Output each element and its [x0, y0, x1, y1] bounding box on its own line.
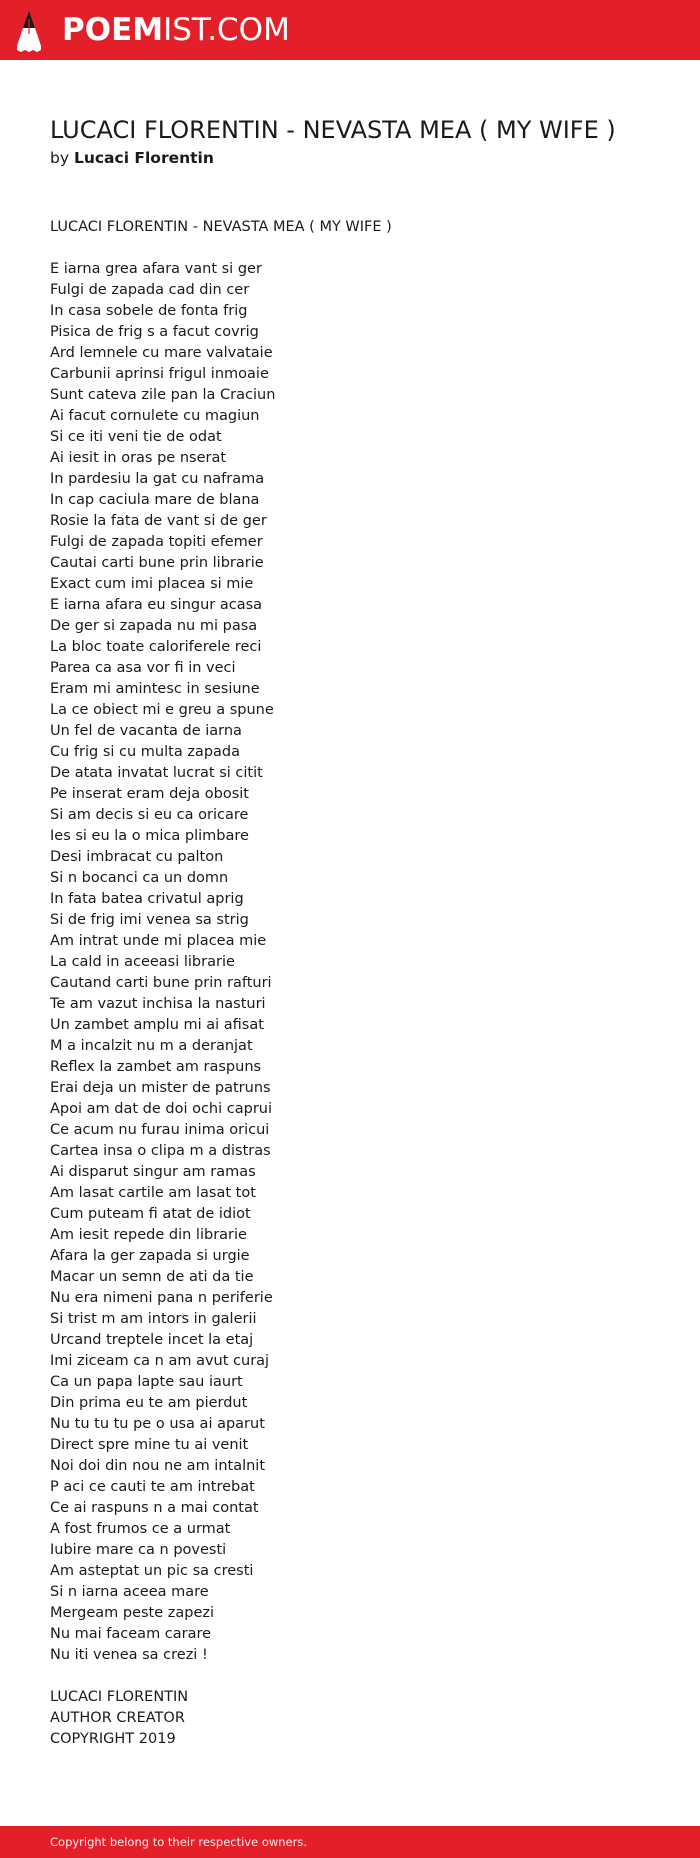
poem-line: Am intrat unde mi placea mie	[50, 933, 267, 949]
logo-text-strong: POEM	[62, 12, 164, 48]
poem-line: In cap caciula mare de blana	[50, 492, 260, 508]
poem-line: Nu tu tu tu pe o usa ai aparut	[50, 1416, 265, 1432]
poem-line: Mergeam peste zapezi	[50, 1605, 215, 1621]
poem-line: Din prima eu te am pierdut	[50, 1395, 248, 1411]
poem-line: Si n bocanci ca un domn	[50, 870, 229, 886]
poem-line: Ies si eu la o mica plimbare	[50, 828, 249, 844]
stanza-gap	[50, 238, 650, 259]
poem-line: Nu mai faceam carare	[50, 1626, 212, 1642]
poem-line: La bloc toate caloriferele reci	[50, 639, 262, 655]
pen-nib-icon[interactable]	[16, 9, 42, 53]
poem-line: Nu era nimeni pana n periferie	[50, 1290, 273, 1306]
poem-line: Ai iesit in oras pe nserat	[50, 450, 227, 466]
poem-line: Parea ca asa vor fi in veci	[50, 660, 236, 676]
logo-text-light: IST.COM	[163, 12, 290, 48]
poem-line: Am asteptat un pic sa cresti	[50, 1563, 254, 1579]
poem-line: Exact cum imi placea si mie	[50, 576, 254, 592]
poem-line: E iarna afara eu singur acasa	[50, 597, 263, 613]
poem-line: P aci ce cauti te am intrebat	[50, 1479, 255, 1495]
signature-line: AUTHOR CREATOR	[50, 1710, 185, 1726]
poem-line: Afara la ger zapada si urgie	[50, 1248, 250, 1264]
poem-line: Direct spre mine tu ai venit	[50, 1437, 249, 1453]
poem-line: Si ce iti veni tie de odat	[50, 429, 222, 445]
poem-signature	[50, 1687, 650, 1750]
poem-line: Noi doi din nou ne am intalnit	[50, 1458, 266, 1474]
poem-line: Sunt cateva zile pan la Craciun	[50, 387, 276, 403]
poem-line: Nu iti venea sa crezi !	[50, 1647, 208, 1663]
poem-lines	[50, 259, 650, 1666]
poem-line: A fost frumos ce a urmat	[50, 1521, 231, 1537]
poem-line: Macar un semn de ati da tie	[50, 1269, 254, 1285]
poem-line: Am iesit repede din librarie	[50, 1227, 247, 1243]
poem-line: Ce ai raspuns n a mai contat	[50, 1500, 259, 1516]
poem-body	[50, 217, 650, 1750]
poem-line: Cautai carti bune prin librarie	[50, 555, 264, 571]
poem-heading: LUCACI FLORENTIN - NEVASTA MEA ( MY WIFE )	[50, 219, 392, 235]
poem-line: La cald in aceeasi librarie	[50, 954, 235, 970]
poem-line: Ce acum nu furau inima oricui	[50, 1122, 270, 1138]
poem-line: Un fel de vacanta de iarna	[50, 723, 242, 739]
poem-line: Urcand treptele incet la etaj	[50, 1332, 254, 1348]
poem-line: In casa sobele de fonta frig	[50, 303, 248, 319]
poem-line: Imi ziceam ca n am avut curaj	[50, 1353, 270, 1369]
poem-line: Fulgi de zapada topiti efemer	[50, 534, 263, 550]
site-footer	[0, 1826, 700, 1858]
poem-line: Ca un papa lapte sau iaurt	[50, 1374, 243, 1390]
poem-line: Rosie la fata de vant si de ger	[50, 513, 267, 529]
poem-line: Cartea insa o clipa m a distras	[50, 1143, 271, 1159]
poem-line: Pisica de frig s a facut covrig	[50, 324, 259, 340]
page-title: LUCACI FLORENTIN - NEVASTA MEA ( MY WIFE )	[50, 116, 616, 144]
poem-line: De atata invatat lucrat si citit	[50, 765, 263, 781]
byline	[50, 147, 650, 169]
poem-line: Am lasat cartile am lasat tot	[50, 1185, 256, 1201]
poem-line: Desi imbracat cu palton	[50, 849, 224, 865]
poem-line: Si de frig imi venea sa strig	[50, 912, 249, 928]
article-content	[50, 113, 650, 1750]
poem-line: Si n iarna aceea mare	[50, 1584, 209, 1600]
poem-line: Cu frig si cu multa zapada	[50, 744, 240, 760]
by-label: by	[50, 149, 70, 167]
poem-line: Carbunii aprinsi frigul inmoaie	[50, 366, 269, 382]
poem-line: Si am decis si eu ca oricare	[50, 807, 249, 823]
stanza-gap	[50, 1666, 650, 1687]
poem-line: Si trist m am intors in galerii	[50, 1311, 257, 1327]
poem-line: De ger si zapada nu mi pasa	[50, 618, 258, 634]
poem-line: Eram mi amintesc in sesiune	[50, 681, 260, 697]
poem-line: Apoi am dat de doi ochi caprui	[50, 1101, 272, 1117]
poem-line: In pardesiu la gat cu naframa	[50, 471, 265, 487]
site-logo[interactable]	[62, 10, 290, 50]
poem-line: Cautand carti bune prin rafturi	[50, 975, 272, 991]
poem-line: Te am vazut inchisa la nasturi	[50, 996, 266, 1012]
poem-line: E iarna grea afara vant si ger	[50, 261, 262, 277]
poem-line: M a incalzit nu m a deranjat	[50, 1038, 253, 1054]
poem-line: Pe inserat eram deja obosit	[50, 786, 249, 802]
poem-line: La ce obiect mi e greu a spune	[50, 702, 274, 718]
poem-line: Erai deja un mister de patruns	[50, 1080, 271, 1096]
poem-line: Cum puteam fi atat de idiot	[50, 1206, 251, 1222]
poem-line: Iubire mare ca n povesti	[50, 1542, 227, 1558]
poem-line: Reflex la zambet am raspuns	[50, 1059, 262, 1075]
signature-line: LUCACI FLORENTIN	[50, 1689, 189, 1705]
author-name: Lucaci Florentin	[73, 149, 214, 167]
poem-line: Un zambet amplu mi ai afisat	[50, 1017, 264, 1033]
copyright-text: Copyright belong to their respective owners.	[50, 1835, 308, 1849]
poem-line: Ai facut cornulete cu magiun	[50, 408, 260, 424]
poem-line: Ard lemnele cu mare valvataie	[50, 345, 273, 361]
poem-line: Ai disparut singur am ramas	[50, 1164, 256, 1180]
poem-line: In fata batea crivatul aprig	[50, 891, 244, 907]
signature-line: COPYRIGHT 2019	[50, 1731, 176, 1747]
poem-line: Fulgi de zapada cad din cer	[50, 282, 250, 298]
site-header	[0, 0, 700, 60]
